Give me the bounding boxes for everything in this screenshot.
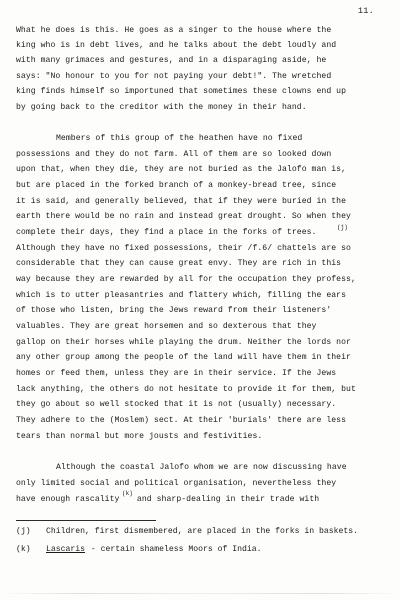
paragraph-2-line: way because they are rewarded by all for the occupation they profess, — [16, 275, 356, 284]
paragraph-2-line: tears than normal but more jousts and festivities. — [16, 432, 263, 441]
paragraph-1-line: says: "No honour to you for not paying your debt!". The wretched — [16, 72, 332, 81]
paragraph-2-line: of those who listen, bring the Jews reward from their listeners' — [16, 306, 332, 315]
paragraph-1-line: king who is in debt lives, and he talks about the debt loudly and — [16, 41, 337, 50]
paragraph-2-line: earth there would be no rain and instead great drought. So when they — [16, 212, 351, 221]
paragraph-3-line: only limited social and political organisation, nevertheless they — [16, 479, 337, 488]
paragraph-2-line: any other group among the people of the land will have them in their — [16, 353, 351, 362]
paragraph-1-line: What he does is this. He goes as a singer to the house where the — [16, 26, 332, 35]
paragraph-2-line: homes or feed them, unless they are in their service. If the Jews — [16, 369, 337, 378]
footnote-k-term: Lascaris — [46, 545, 86, 554]
footnote-j-text: Children, first dismembered, are placed in the forks in baskets. — [46, 527, 359, 536]
paragraph-2-line: Although they have no fixed possessions, their /f.6/ chattels are so — [16, 244, 351, 253]
paragraph-2-line: lack anything, the others do not hesitate to provide it for them, but — [16, 385, 356, 394]
paragraph-2-line: which is to utter pleasantries and flattery which, filling the ears — [16, 291, 347, 300]
paragraph-2-line: but are placed in the forked branch of a monkey-bread tree, since — [16, 181, 337, 190]
paragraph-2-line: gallop on their horses while playing the drum. Neither the lords nor — [16, 338, 351, 347]
paragraph-3-line: have enough rascality — [16, 495, 120, 504]
paragraph-3-line: Although the coastal Jalofo whom we are now discussing have — [56, 463, 347, 472]
footnote-j-marker: (j) — [16, 527, 31, 536]
scan-edge — [0, 593, 400, 594]
footnote-ref-j: (j) — [337, 224, 348, 231]
paragraph-1-line: by going back to the creditor with the money in their hand. — [16, 103, 307, 112]
paragraph-2-line: it is said, and generally believed, that if they were buried in the — [16, 197, 347, 206]
paragraph-1-line: with many grimaces and gestures, and in a disparaging aside, he — [16, 56, 327, 65]
footnote-k-marker: (k) — [16, 545, 31, 554]
paragraph-2-line: complete their days, they find a place in the forks of trees. — [16, 228, 317, 237]
paragraph-2-line: they go about so well stocked that it is not (usually) necessary. — [16, 400, 337, 409]
paragraph-2-line: valuables. They are great horsemen and so dexterous that they — [16, 322, 317, 331]
footnote-k-text: - certain shameless Moors of India. — [86, 545, 262, 554]
footnote-rule — [16, 520, 156, 521]
paragraph-2-line: upon that, when they die, they are not buried as the Jalofo man is, — [16, 165, 347, 174]
footnote-ref-k: (k) — [122, 490, 133, 497]
paragraph-2-line: Members of this group of the heathen have no fixed — [56, 134, 303, 143]
paragraph-2-line: considerable that they can cause great envy. They are rich in this — [16, 259, 342, 268]
paragraph-2-line: possessions and they do not farm. All of them are so looked down — [16, 150, 332, 159]
paragraph-3-line: and sharp-dealing in their trade with — [132, 495, 320, 504]
paragraph-1-line: king finds himself so importuned that sometimes these clowns end up — [16, 87, 347, 96]
page-number: 11. — [357, 6, 374, 16]
paragraph-2-line: They adhere to the (Moslem) sect. At their 'burials' there are less — [16, 416, 347, 425]
